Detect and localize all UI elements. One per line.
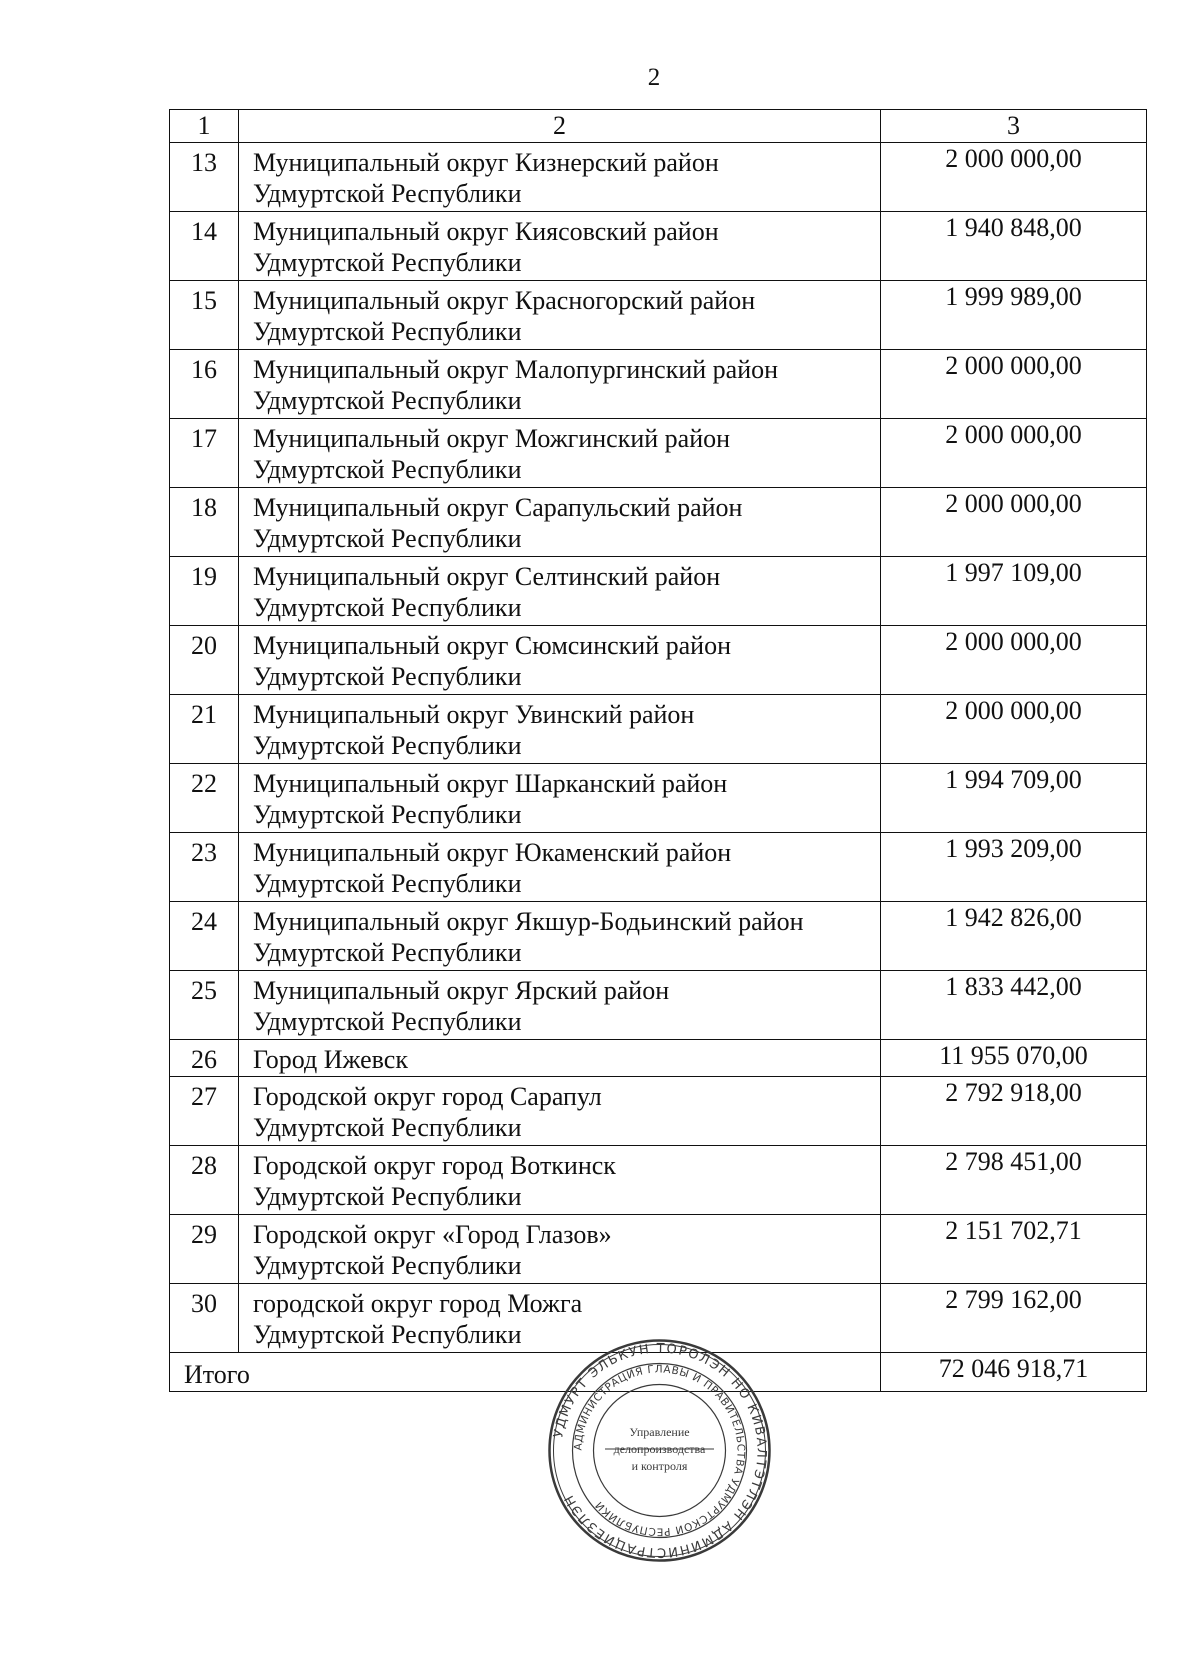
municipality-name — [239, 143, 881, 212]
municipality-name — [239, 281, 881, 350]
municipality-name — [239, 1040, 881, 1077]
municipality-name-line-1: Муниципальный округ Малопургинский район — [253, 355, 779, 384]
row-number: 25 — [170, 971, 239, 1040]
header-col-2: 2 — [239, 110, 881, 143]
table-row — [170, 419, 1147, 488]
table-row — [170, 281, 1147, 350]
table-row — [170, 833, 1147, 902]
municipality-name-line-2: Удмуртской Республики — [253, 317, 522, 346]
header-col-1: 1 — [170, 110, 239, 143]
table-row — [170, 1215, 1147, 1284]
row-number: 27 — [170, 1077, 239, 1146]
municipality-name-line-2: Удмуртской Республики — [253, 800, 522, 829]
municipality-name-line-2: Удмуртской Республики — [253, 179, 522, 208]
allocation-table — [169, 109, 1147, 1392]
municipality-name-line-1: городской округ город Можга — [253, 1289, 583, 1318]
municipality-name — [239, 971, 881, 1040]
allocation-amount: 1 994 709,00 — [881, 764, 1147, 833]
municipality-name — [239, 902, 881, 971]
municipality-name-line-2: Удмуртской Республики — [253, 662, 522, 691]
allocation-amount: 2 792 918,00 — [881, 1077, 1147, 1146]
municipality-name-line-1: Муниципальный округ Можгинский район — [253, 424, 731, 453]
municipality-name-line-1: Муниципальный округ Красногорский район — [253, 286, 756, 315]
row-number: 30 — [170, 1284, 239, 1353]
municipality-name — [239, 695, 881, 764]
municipality-name-line-2: Удмуртской Республики — [253, 1007, 522, 1036]
municipality-name-line-1: Городской округ «Город Глазов» — [253, 1220, 612, 1249]
table-row — [170, 143, 1147, 212]
row-number: 20 — [170, 626, 239, 695]
table-row — [170, 626, 1147, 695]
row-number: 24 — [170, 902, 239, 971]
row-number: 28 — [170, 1146, 239, 1215]
allocation-amount: 2 000 000,00 — [881, 350, 1147, 419]
municipality-name — [239, 833, 881, 902]
municipality-name — [239, 557, 881, 626]
allocation-amount: 2 798 451,00 — [881, 1146, 1147, 1215]
municipality-name-line-1: Муниципальный округ Юкаменский район — [253, 838, 732, 867]
municipality-name-line-1: Муниципальный округ Ярский район — [253, 976, 670, 1005]
total-label: Итого — [170, 1353, 881, 1392]
municipality-name-line-2: Удмуртской Республики — [253, 1182, 522, 1211]
header-col-3: 3 — [881, 110, 1147, 143]
seal-outer-text: УДМУРТ ЭЛЬКУН ТОРОЛЭН НО КИВАЛТЭТЛЭН АДМИНИСТРАЦИЕЗЛЭН — [551, 1341, 769, 1560]
allocation-amount: 2 000 000,00 — [881, 488, 1147, 557]
municipality-name — [239, 419, 881, 488]
table-row — [170, 1040, 1147, 1077]
municipality-name-line-2: Удмуртской Республики — [253, 386, 522, 415]
row-number: 23 — [170, 833, 239, 902]
table-row — [170, 764, 1147, 833]
municipality-name — [239, 1077, 881, 1146]
municipality-name-line-1: Муниципальный округ Селтинский район — [253, 562, 721, 591]
row-number: 21 — [170, 695, 239, 764]
municipality-name-line-2: Удмуртской Республики — [253, 455, 522, 484]
allocation-amount: 1 999 989,00 — [881, 281, 1147, 350]
municipality-name-line-2: Удмуртской Республики — [253, 1113, 522, 1142]
municipality-name-line-2: Удмуртской Республики — [253, 524, 522, 553]
page-number: 2 — [647, 64, 661, 91]
municipality-name-line-1: Городской округ город Воткинск — [253, 1151, 616, 1180]
allocation-amount: 1 993 209,00 — [881, 833, 1147, 902]
municipality-name — [239, 1146, 881, 1215]
row-number: 17 — [170, 419, 239, 488]
municipality-name-line-2: Удмуртской Республики — [253, 938, 522, 967]
row-number: 19 — [170, 557, 239, 626]
municipality-name-line-1: Муниципальный округ Сюмсинский район — [253, 631, 732, 660]
allocation-amount: 2 000 000,00 — [881, 143, 1147, 212]
municipality-name-line-1: Муниципальный округ Якшур-Бодьинский район — [253, 907, 804, 936]
municipality-name-line-1: Муниципальный округ Шарканский район — [253, 769, 728, 798]
seal-center-line-2: делопроизводства — [613, 1442, 706, 1456]
allocation-amount: 1 997 109,00 — [881, 557, 1147, 626]
table-row — [170, 488, 1147, 557]
allocation-amount: 2 000 000,00 — [881, 419, 1147, 488]
row-number: 22 — [170, 764, 239, 833]
allocation-amount: 1 942 826,00 — [881, 902, 1147, 971]
allocation-amount: 2 000 000,00 — [881, 626, 1147, 695]
table-row — [170, 212, 1147, 281]
table-row — [170, 1146, 1147, 1215]
municipality-name-line-1: Муниципальный округ Увинский район — [253, 700, 695, 729]
municipality-name-line-1: Город Ижевск — [253, 1045, 408, 1074]
allocation-amount: 2 151 702,71 — [881, 1215, 1147, 1284]
municipality-name-line-2: Удмуртской Республики — [253, 593, 522, 622]
municipality-name — [239, 488, 881, 557]
allocation-amount: 2 799 162,00 — [881, 1284, 1147, 1353]
row-number: 13 — [170, 143, 239, 212]
table-row — [170, 1077, 1147, 1146]
municipality-name-line-2: Удмуртской Республики — [253, 248, 522, 277]
table-row — [170, 695, 1147, 764]
municipality-name — [239, 350, 881, 419]
municipality-name — [239, 764, 881, 833]
municipality-name-line-2: Удмуртской Республики — [253, 1320, 522, 1349]
municipality-name-line-1: Муниципальный округ Кизнерский район — [253, 148, 719, 177]
total-amount: 72 046 918,71 — [881, 1353, 1147, 1392]
row-number: 29 — [170, 1215, 239, 1284]
municipality-name — [239, 1215, 881, 1284]
municipality-name-line-1: Городской округ город Сарапул — [253, 1082, 602, 1111]
municipality-name-line-1: Муниципальный округ Киясовский район — [253, 217, 719, 246]
table-header-row — [170, 110, 1147, 143]
municipality-name — [239, 212, 881, 281]
row-number: 18 — [170, 488, 239, 557]
municipality-name-line-2: Удмуртской Республики — [253, 1251, 522, 1280]
table-row — [170, 971, 1147, 1040]
municipality-name — [239, 626, 881, 695]
seal-inner-text: АДМИНИСТРАЦИЯ ГЛАВЫ И ПРАВИТЕЛЬСТВА УДМУРТСКОЙ РЕСПУБЛИКИ — [572, 1363, 747, 1538]
seal-center-line-1: Управление — [629, 1425, 690, 1439]
allocation-amount: 11 955 070,00 — [881, 1040, 1147, 1077]
allocation-amount: 1 940 848,00 — [881, 212, 1147, 281]
table-row — [170, 350, 1147, 419]
seal-center-line-3: и контроля — [631, 1459, 688, 1473]
table-row — [170, 902, 1147, 971]
official-seal — [547, 1338, 772, 1563]
row-number: 16 — [170, 350, 239, 419]
table-row — [170, 557, 1147, 626]
allocation-amount: 1 833 442,00 — [881, 971, 1147, 1040]
row-number: 26 — [170, 1040, 239, 1077]
municipality-name-line-2: Удмуртской Республики — [253, 731, 522, 760]
row-number: 14 — [170, 212, 239, 281]
municipality-name-line-1: Муниципальный округ Сарапульский район — [253, 493, 743, 522]
municipality-name-line-2: Удмуртской Республики — [253, 869, 522, 898]
allocation-amount: 2 000 000,00 — [881, 695, 1147, 764]
row-number: 15 — [170, 281, 239, 350]
